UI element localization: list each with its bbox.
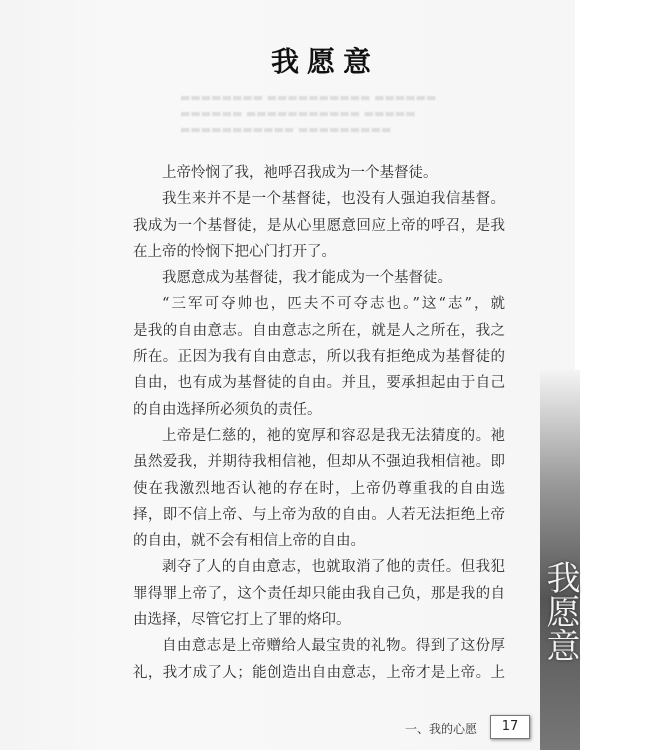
text-line: 上帝怜悯了我，祂呼召我成为一个基督徒。 bbox=[162, 165, 438, 181]
text-line: 的自由选择所必须负的责任。 bbox=[133, 401, 322, 418]
text-line: 我愿意成为基督徒，我才能成为一个基督徒。 bbox=[162, 270, 452, 287]
text-line: 所在。正因为我有自由意志，所以我有拒绝成为基督徒的 bbox=[133, 349, 505, 366]
text-line: 罪得罪上帝了，这个责任却只能由我自己负，那是我的自 bbox=[133, 585, 505, 602]
text-line: 自由意志是上帝赠给人最宝贵的礼物。得到了这份厚 bbox=[162, 638, 505, 655]
text-line: 择，即不信上帝、与上帝为敌的自由。人若无法拒绝上帝 bbox=[133, 506, 505, 523]
text-line: 是我的自由意志。自由意志之所在，就是人之所在，我之 bbox=[133, 322, 505, 339]
text-line: 虽然爱我，并期待我相信祂，但却从不强迫我相信祂。即 bbox=[133, 454, 505, 471]
text-line: 在上帝的怜悯下把心门打开了。 bbox=[133, 243, 336, 260]
bleed-through-text: ▬▬▬▬▬▬▬▬ ▬▬▬▬▬▬▬▬▬▬ ▬▬▬▬▬▬ ▬▬▬▬▬▬ ▬▬▬▬▬▬▬▬▬▬▬ ▬▬▬▬▬ ▬▬▬▬▬▬▬▬▬▬▬ ▬▬▬▬▬▬▬▬▬ bbox=[180, 91, 437, 136]
text-line: 使在我激烈地否认祂的存在时，上帝仍尊重我的自由选 bbox=[133, 480, 505, 497]
chapter-title: 我愿意 bbox=[270, 45, 379, 78]
body-text bbox=[133, 160, 505, 686]
text-line: “三军可夺帅也，匹夫不可夺志也。”这“志”，就 bbox=[162, 296, 505, 313]
text-line: 剥夺了人的自由意志，也就取消了他的责任。但我犯 bbox=[162, 559, 505, 576]
text-line: 的自由，就不会有相信上帝的自由。 bbox=[133, 533, 365, 550]
text-line: 由选择，尽管它打上了罪的烙印。 bbox=[133, 612, 351, 629]
page-number: 17 bbox=[490, 715, 530, 739]
text-line: 我成为一个基督徒，是从心里愿意回应上帝的呼召，是我 bbox=[133, 217, 505, 234]
text-line: 我生来并不是一个基督徒，也没有人强迫我信基督。 bbox=[162, 191, 505, 208]
text-line: 自由，也有成为基督徒的自由。并且，要承担起由于自己 bbox=[133, 375, 505, 392]
side-calligraphy: 我愿意 bbox=[540, 560, 580, 662]
text-line: 上帝是仁慈的，祂的宽厚和容忍是我无法猜度的。祂 bbox=[162, 427, 505, 444]
footer-chapter-label: 一、我的心愿 bbox=[405, 722, 478, 736]
text-line: 礼，我才成了人；能创造出自由意志，上帝才是上帝。上 bbox=[133, 664, 505, 681]
